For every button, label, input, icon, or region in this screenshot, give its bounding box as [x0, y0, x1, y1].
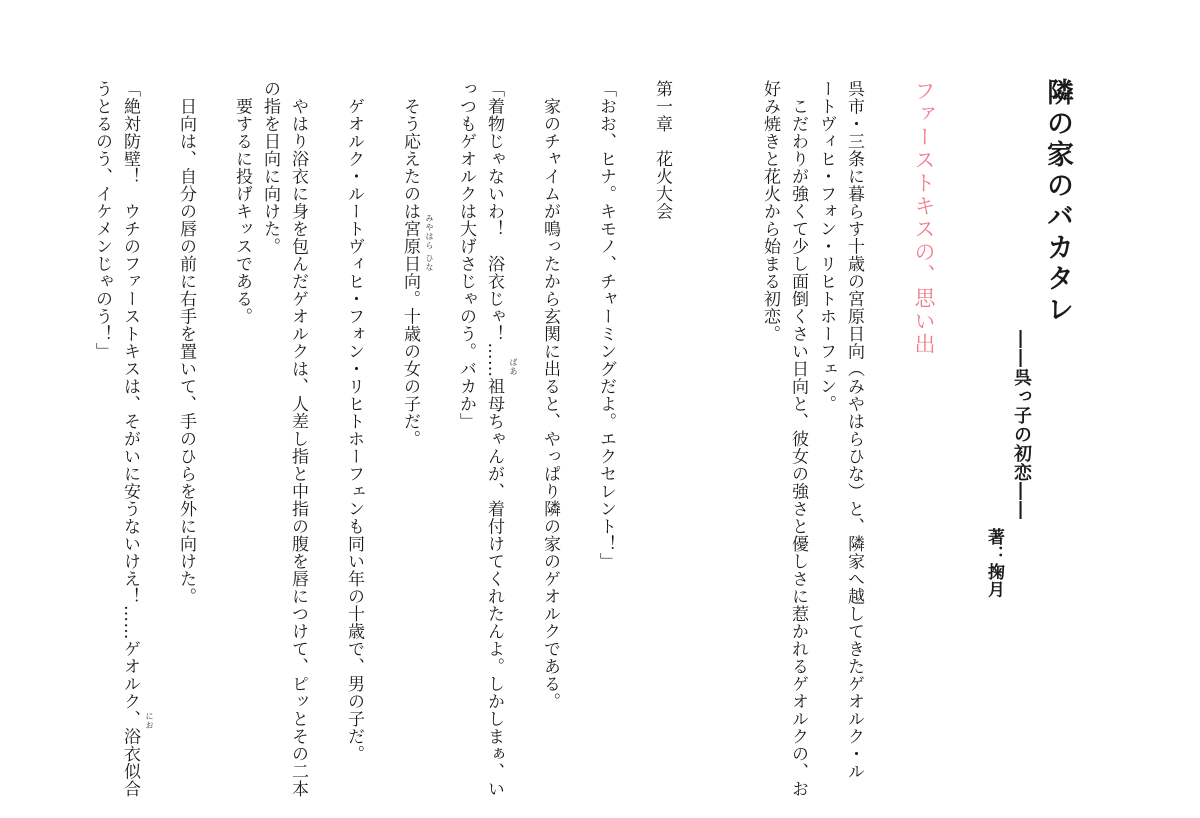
- body-line: 「着物じゃないわ！ 浴衣じゃ！……祖母ちゃんが、着付けてくれたんよ。しかしまぁ、い: [484, 80, 504, 798]
- book-subtitle: ――呉っ子の初恋――: [1011, 330, 1032, 520]
- ruby-annotation: ばあ: [509, 358, 518, 376]
- body-line: 要するに投げキッスである。: [232, 80, 252, 325]
- book-title: 隣の家のバカタレ: [1042, 78, 1073, 326]
- body-line: 「絶対防壁！ ウチのファーストキスは、そがいに安うないけえ！……ゲオルク、浴衣似合: [120, 80, 140, 798]
- synopsis-line: こだわりが強くて少し面倒くさい日向と、彼女の強さと優しさに惹かれるゲオルクの、お: [788, 80, 808, 798]
- ruby-annotation: にお: [145, 712, 154, 730]
- body-line: 「おお、ヒナ。キモノ、チャーミングだよ。エクセレント！」: [596, 80, 616, 570]
- synopsis-heading: ファーストキスの、思い出: [912, 80, 936, 356]
- author-credit: 著：掬月: [984, 528, 1004, 598]
- ruby-annotation: ひな: [425, 254, 434, 272]
- synopsis-line: ートヴィヒ・フォン・リヒトホーフェン。: [816, 80, 836, 413]
- chapter-heading: 第一章 花火大会: [652, 80, 672, 220]
- synopsis-line: 呉市・三条に暮らす十歳の宮原日向（みやはらひな）と、隣家へ越してきたゲオルク・ル: [844, 80, 864, 780]
- body-line: そう応えたのは宮原日向。十歳の女の子だ。: [400, 80, 420, 448]
- body-line: うとるのう、イケメンじゃのう！」: [92, 80, 112, 360]
- ruby-annotation: みやはら: [425, 214, 434, 250]
- synopsis-line: 好み焼きと花火から始まる初恋。: [760, 80, 780, 343]
- body-line: 日向は、自分の唇の前に右手を置いて、手のひらを外に向けた。: [176, 80, 196, 605]
- body-line: っつもゲオルクは大げさじゃのう。バカか」: [456, 80, 476, 430]
- body-line: ゲオルク・ルートヴィヒ・フォン・リヒトホーフェンも同い年の十歳で、男の子だ。: [344, 80, 364, 763]
- body-line: の指を日向に向けた。: [260, 80, 280, 255]
- body-line: 家のチャイムが鳴ったから玄関に出ると、やっぱり隣の家のゲオルクである。: [540, 80, 560, 710]
- body-line: やはり浴衣に身を包んだゲオルクは、人差し指と中指の腹を唇につけて、ピッとその二本: [288, 80, 308, 798]
